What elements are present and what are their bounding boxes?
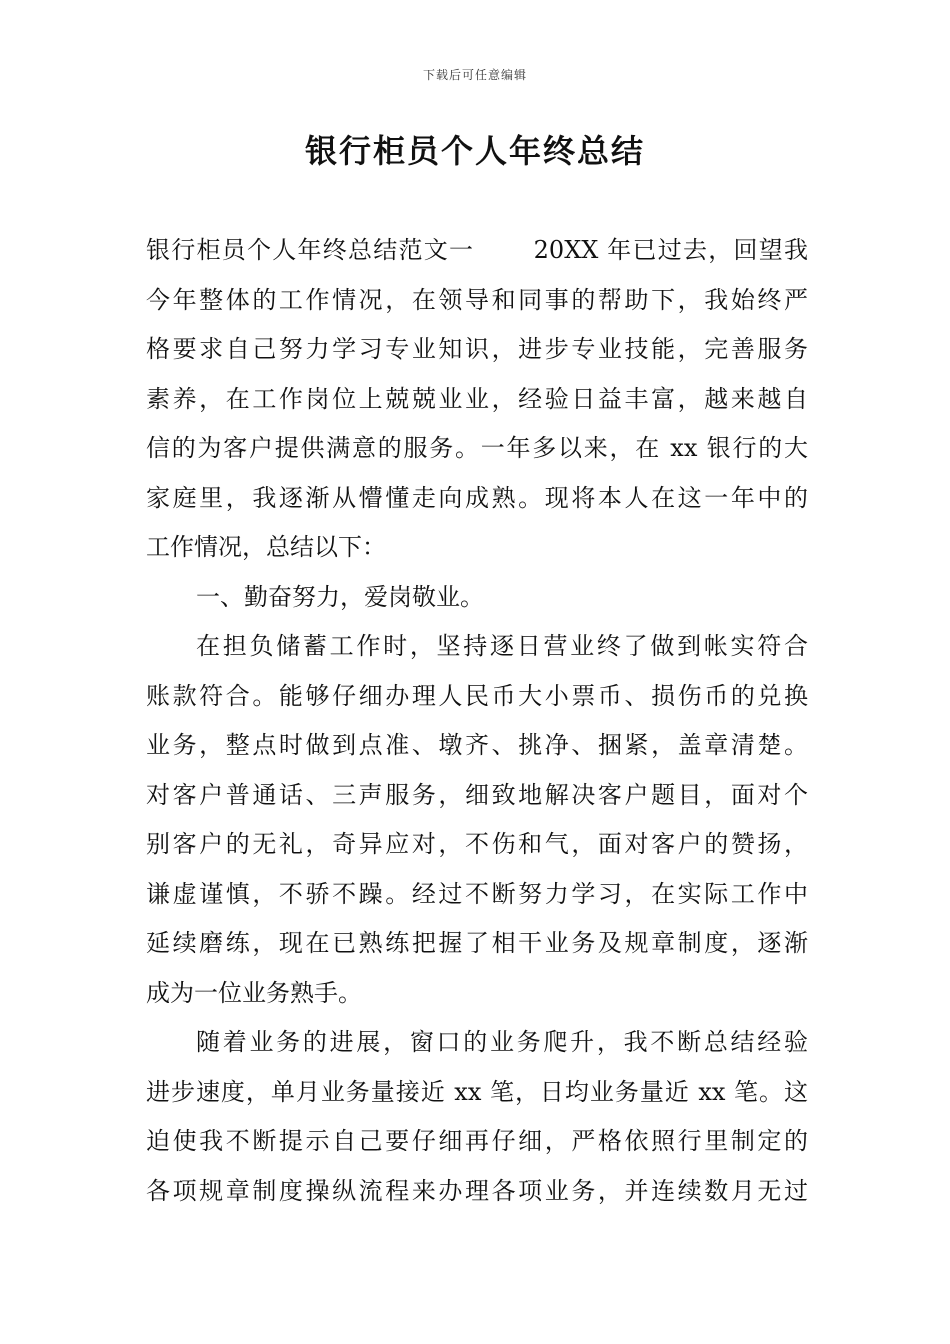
body-line: 别客户的无礼，奇异应对，不伤和气，面对客户的赞扬， <box>146 830 808 858</box>
body-line: 进步速度，单月业务量接近 xx 笔，日均业务量近 xx 笔。这 <box>146 1077 808 1106</box>
body-line: 素养，在工作岗位上兢兢业业，经验日益丰富，越来越自 <box>146 384 808 413</box>
body-line: 谦虚谨慎，不骄不躁。经过不断努力学习，在实际工作中 <box>146 879 808 908</box>
body-line: 成为一位业务熟手。 <box>146 978 362 1007</box>
body-line: 账款符合。能够仔细办理人民币大小票币、损伤币的兑换 <box>146 681 808 710</box>
body-line: 工作情况，总结以下： <box>146 533 386 561</box>
body-line: 在担负储蓄工作时，坚持逐日营业终了做到帐实符合 <box>196 632 808 660</box>
body-line: 延续磨练，现在已熟练把握了相干业务及规章制度，逐渐 <box>146 929 808 957</box>
body-line: 银行柜员个人年终总结范文一 20XX 年已过去，回望我 <box>146 236 808 264</box>
body-line: 迫使我不断提示自己要仔细再仔细，严格依照行里制定的 <box>146 1127 808 1155</box>
body-line: 家庭里，我逐渐从懵懂走向成熟。现将本人在这一年中的 <box>146 483 808 512</box>
body-line: 信的为客户提供满意的服务。一年多以来，在 xx 银行的大 <box>146 434 808 462</box>
body-line: 对客户普通话、三声服务，细致地解决客户题目，面对个 <box>146 780 808 809</box>
body-line: 随着业务的进展，窗口的业务爬升，我不断总结经验 <box>196 1028 808 1056</box>
section-heading: 一、勤奋努力，爱岗敬业。 <box>196 582 484 611</box>
body-line: 格要求自己努力学习专业知识，进步专业技能，完善服务 <box>146 335 808 363</box>
header-note: 下载后可任意编辑 <box>422 68 527 82</box>
body-line: 今年整体的工作情况，在领导和同事的帮助下，我始终严 <box>146 285 808 314</box>
document-body <box>146 226 808 1216</box>
document-title: 银行柜员个人年终总结 <box>304 132 645 170</box>
body-line: 各项规章制度操纵流程来办理各项业务，并连续数月无过 <box>146 1176 808 1205</box>
body-line: 业务，整点时做到点准、墩齐、挑净、捆紧，盖章清楚。 <box>146 731 808 759</box>
